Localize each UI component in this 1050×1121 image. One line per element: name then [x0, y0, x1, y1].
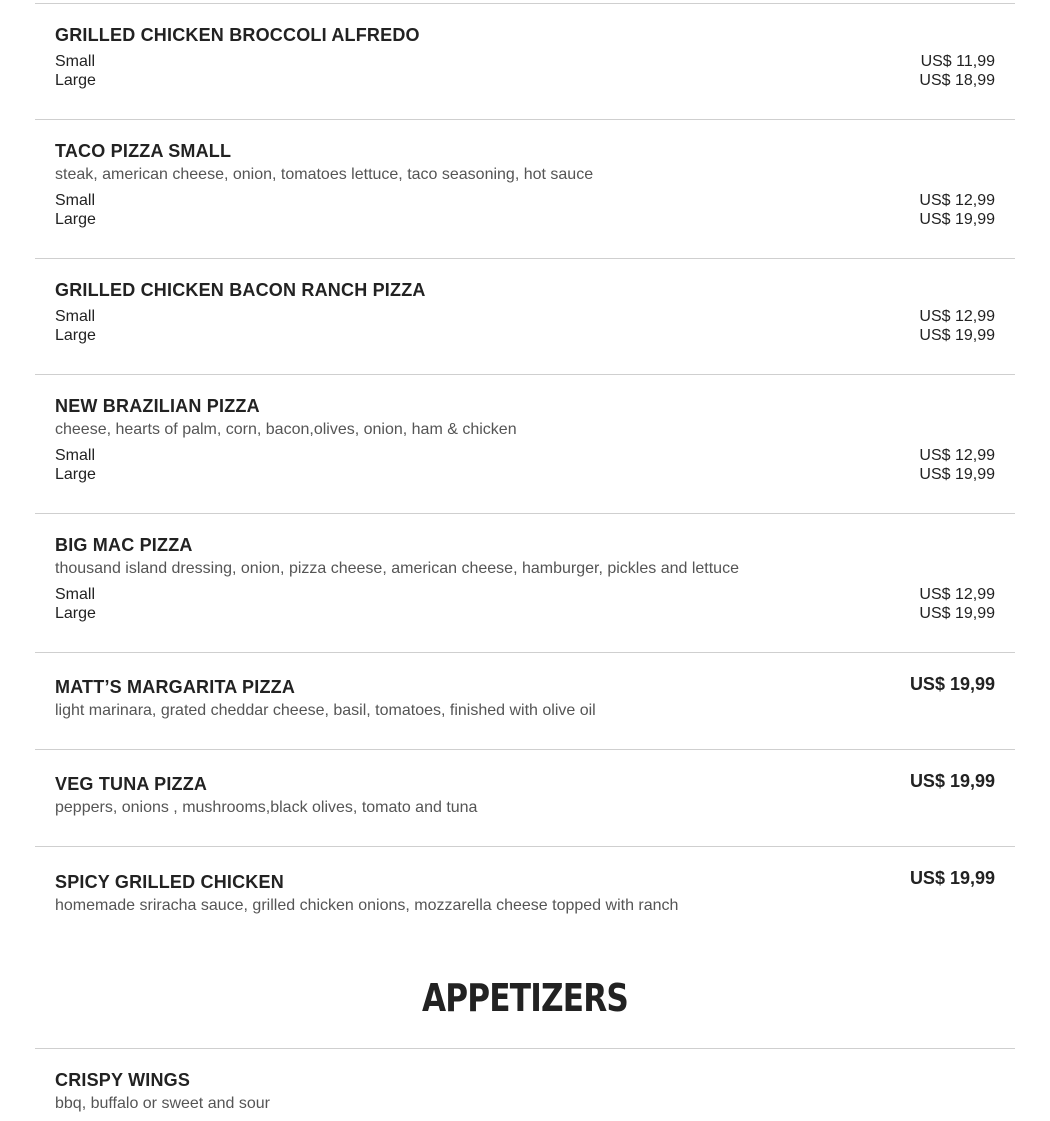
variant-price: US$ 12,99 — [919, 447, 995, 464]
variant-row — [55, 326, 995, 345]
menu-item-big-mac-pizza[interactable] — [35, 513, 1015, 652]
item-price: US$ 19,99 — [909, 868, 995, 888]
price-variants — [55, 585, 995, 623]
price-variants — [55, 446, 995, 484]
variant-label: Small — [55, 53, 96, 70]
price-variants — [55, 52, 995, 90]
variant-price: US$ 11,99 — [920, 53, 995, 70]
price-variants — [55, 191, 995, 229]
variant-row — [55, 446, 995, 465]
variant-row — [55, 465, 995, 484]
variant-label: Large — [55, 211, 96, 228]
item-name: CRISPY WINGS — [55, 1070, 191, 1090]
variant-row — [55, 71, 995, 90]
item-description: light marinara, grated cheddar cheese, basil, tomatoes, finished with olive oil — [55, 702, 596, 719]
variant-row — [55, 191, 995, 210]
variant-price: US$ 12,99 — [919, 308, 995, 325]
variant-label: Large — [55, 72, 96, 89]
item-price: US$ 19,99 — [909, 674, 995, 694]
section-header — [35, 944, 1015, 1048]
item-name: GRILLED CHICKEN BROCCOLI ALFREDO — [55, 25, 420, 45]
section-title: APPETIZERS — [421, 976, 629, 1020]
item-description: thousand island dressing, onion, pizza cheese, american cheese, hamburger, pickles and lettuce — [55, 560, 739, 577]
item-name: SPICY GRILLED CHICKEN — [55, 872, 284, 892]
variant-label: Large — [55, 466, 96, 483]
variant-price: US$ 12,99 — [919, 586, 995, 603]
item-description: bbq, buffalo or sweet and sour — [55, 1095, 270, 1112]
price-variants — [55, 307, 995, 345]
menu-item-matts-margarita-pizza[interactable] — [35, 652, 1015, 749]
menu-item-veg-tuna-pizza[interactable] — [35, 749, 1015, 846]
item-description: cheese, hearts of palm, corn, bacon,olives, onion, ham & chicken — [55, 421, 517, 438]
variant-label: Small — [55, 586, 96, 603]
variant-row — [55, 604, 995, 623]
menu-item-grilled-chicken-broccoli-alfredo[interactable] — [35, 3, 1015, 119]
variant-row — [55, 52, 995, 71]
variant-price: US$ 12,99 — [919, 192, 995, 209]
menu-item-spicy-grilled-chicken[interactable] — [35, 846, 1015, 944]
variant-label: Small — [55, 192, 96, 209]
variant-label: Large — [55, 605, 96, 622]
variant-label: Small — [55, 308, 96, 325]
item-name: TACO PIZZA SMALL — [55, 141, 232, 161]
variant-price: US$ 19,99 — [919, 211, 995, 228]
variant-price: US$ 19,99 — [919, 327, 995, 344]
variant-label: Large — [55, 327, 96, 344]
menu-item-taco-pizza-small[interactable] — [35, 119, 1015, 258]
variant-row — [55, 307, 995, 326]
variant-label: Small — [55, 447, 96, 464]
variant-price: US$ 18,99 — [919, 72, 995, 89]
item-name: GRILLED CHICKEN BACON RANCH PIZZA — [55, 280, 426, 300]
variant-price: US$ 19,99 — [919, 605, 995, 622]
item-name: NEW BRAZILIAN PIZZA — [55, 396, 260, 416]
item-description: homemade sriracha sauce, grilled chicken onions, mozzarella cheese topped with ranch — [55, 897, 679, 914]
menu-item-grilled-chicken-bacon-ranch-pizza[interactable] — [35, 258, 1015, 374]
variant-row — [55, 210, 995, 229]
item-name: MATT’S MARGARITA PIZZA — [55, 677, 296, 697]
item-name: BIG MAC PIZZA — [55, 535, 193, 555]
variant-price: US$ 19,99 — [919, 466, 995, 483]
menu-item-crispy-wings[interactable] — [35, 1048, 1015, 1121]
item-price: US$ 19,99 — [909, 771, 995, 791]
item-name: VEG TUNA PIZZA — [55, 774, 208, 794]
item-description: peppers, onions , mushrooms,black olives, tomato and tuna — [55, 799, 478, 816]
variant-row — [55, 585, 995, 604]
item-description: steak, american cheese, onion, tomatoes lettuce, taco seasoning, hot sauce — [55, 166, 594, 183]
menu-list — [35, 3, 1015, 1121]
menu-item-new-brazilian-pizza[interactable] — [35, 374, 1015, 513]
